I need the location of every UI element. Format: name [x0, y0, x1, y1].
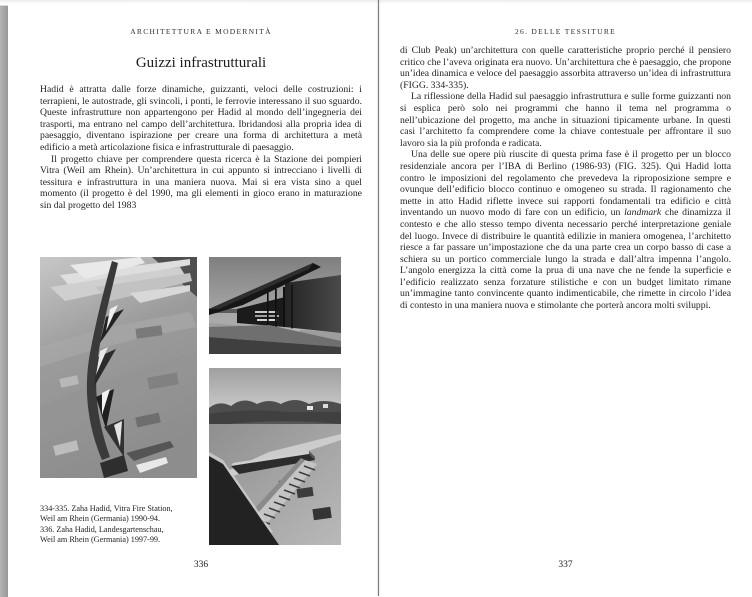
paragraph: di Club Peak) un’architettura con quelle caratteristiche proprio perché il pensiero critico che l’aveva originata era nuovo. Un’architettura che è paesaggio, che propone un’idea dinamica e veloce del paesaggio assorbita attraverso un’idea di infrastruttura (FIGG. 334-335).	[400, 45, 731, 91]
paragraph: Hadid è attratta dalle forze dinamiche, guizzanti, veloci delle costruzioni: i terrapieni, le autostrade, gli svincoli, i ponti, le ferrovie interessano il suo sguardo. Queste infrastrutture non appartengono per Hadid al mondo dell’ingegneria dei trasporti, ma entrano nel campo dell’architettura. Ibridandosi alla propria idea di paesaggio, diventano ispirazione per creare una forma di architettura a metà edificio a metà articolazione fisica e infrastrutturale di paesaggio.	[40, 84, 362, 153]
figure-334-vitra-painting	[40, 257, 197, 478]
vitra-photo-image	[209, 257, 341, 354]
paragraph: La riflessione della Hadid sul paesaggio infrastruttura e sulle forme guizzanti non si esplica però solo nei programmi che hanno il tema nel programma o nell’ubicazione del progetto, ma anche in situazioni tipicamente urbane. In questi casi l’architetto fa comprendere come la chiave contestuale per affrontare il suo lavoro sia la più profonda e radicata.	[400, 91, 731, 149]
italic-term: landmark	[624, 207, 662, 219]
paragraph-text: che dinamizza il contesto e che allo stesso tempo diventa necessario perché interpretazione geniale del luogo. Invece di distribuire le quantità edilizie in maniera omogenea, l’architetto riesce a far passare un’impostazione che da una parte crea un corpo basso di case a schiera su un portico commerciale lungo la strada e dall’altra impenna l’angolo. L’angolo energizza la città come la prua di una nave che ne fende la superficie e l’edificio realizzato senza forzature stilistiche e con un budget limitato rimane un’immagine tanto convincente quanto indimenticabile, che rimette in circolo l’idea di contesto in una maniera nuova e stimolante che porterà ancora molti sviluppi.	[400, 207, 731, 312]
caption-line: Weil am Rhein (Germania) 1997-99.	[40, 535, 161, 545]
caption-line: 334-335. Zaha Hadid, Vitra Fire Station,	[40, 504, 173, 513]
figure-caption	[40, 504, 194, 546]
right-page-body	[400, 45, 731, 312]
caption-line: Weil am Rhein (Germania) 1990-94.	[40, 514, 161, 524]
landesgartenschau-image	[209, 368, 341, 545]
scan-left-edge	[0, 5, 8, 597]
section-title: Guizzi infrastrutturali	[135, 55, 267, 71]
left-page-body	[40, 84, 362, 212]
scan-top-edge	[0, 0, 752, 4]
paragraph-text: Una delle sue opere più riuscite di questa prima fase è il progetto per un blocco residenziale ancora per l’IBA di Berlino (1986-93) (FIG. 325). Qui Hadid lotta contro le imposizioni del regolamento che prevedeva la riproposizione sempre e ovunque dell’edificio blocco continuo e omogeneo su strada. Il ragionamento che mette in atto Hadid riflette invece sui rapporti fondamentali tra edificio e città inventando un nuovo modo di fare con un edificio, un	[400, 149, 731, 219]
caption-line: 336. Zaha Hadid, Landesgartenschau,	[40, 524, 164, 534]
paragraph: Il progetto chiave per comprendere questa ricerca è la Stazione dei pompieri Vitra (Weil am Rhein). Un’architettura in cui appunto si intrecciano i livelli di tessitura e infrastruttura in una maniera nuova. Mai si era vista sino a quel momento (il progetto è del 1990, ma gli elementi in gioco erano in maturazione sin dal progetto del 1983	[40, 153, 362, 211]
page-gutter-line	[378, 0, 379, 596]
running-head-right: 26. DELLE TESSITURE	[514, 27, 616, 36]
page-number-left: 336	[193, 560, 209, 570]
paragraph	[400, 149, 731, 311]
figure-335-vitra-photo	[209, 257, 341, 354]
figure-336-landesgartenschau-photo	[209, 368, 341, 545]
page-number-right: 337	[558, 560, 573, 570]
running-head-left: ARCHITETTURA E MODERNITÀ	[130, 27, 272, 36]
vitra-painting-image	[40, 257, 197, 478]
